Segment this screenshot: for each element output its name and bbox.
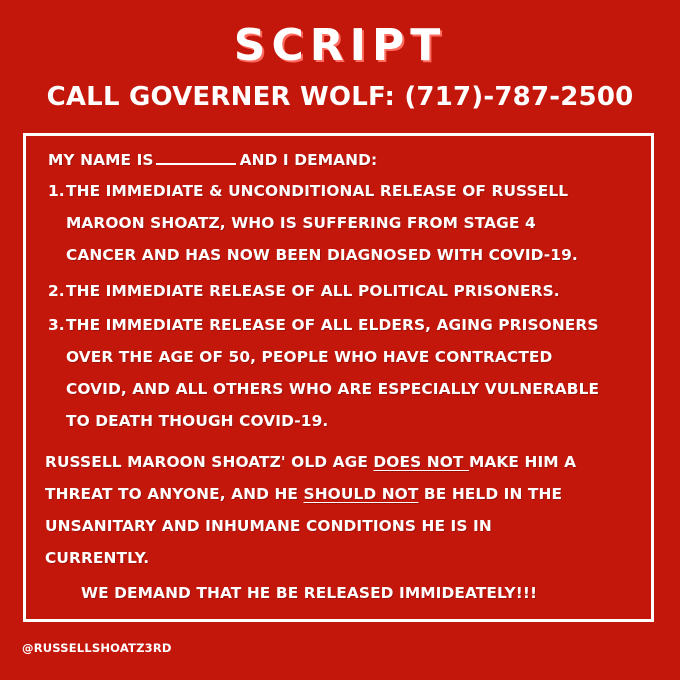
demand-1-line-3: CANCER AND HAS NOW BEEN DIAGNOSED WITH COVID-19. bbox=[66, 246, 578, 264]
statement-line-1 bbox=[45, 453, 576, 471]
script-title: SCRIPT bbox=[233, 20, 447, 71]
statement-line-4: CURRENTLY. bbox=[45, 549, 150, 567]
statement-text: RUSSELL MAROON SHOATZ' OLD AGE bbox=[45, 453, 374, 471]
statement-text: BE HELD IN THE bbox=[418, 485, 563, 503]
demand-3-line-4: TO DEATH THOUGH COVID-19. bbox=[66, 412, 329, 430]
demand-3-line-1: THE IMMEDIATE RELEASE OF ALL ELDERS, AGING PRISONERS bbox=[66, 316, 599, 334]
demand-number: 3. bbox=[48, 316, 65, 334]
intro-my-name: MY NAME IS bbox=[48, 151, 154, 169]
demand-number: 1. bbox=[48, 182, 65, 200]
name-blank bbox=[156, 163, 236, 165]
social-handle: @RUSSELLSHOATZ3RD bbox=[22, 641, 172, 655]
demand-3-line-2: OVER THE AGE OF 50, PEOPLE WHO HAVE CONTRACTED bbox=[66, 348, 553, 366]
closing-demand: WE DEMAND THAT HE BE RELEASED IMMIDEATELY!!! bbox=[81, 584, 538, 602]
demand-2-line-1: THE IMMEDIATE RELEASE OF ALL POLITICAL PRISONERS. bbox=[66, 282, 560, 300]
statement-line-2 bbox=[45, 485, 562, 503]
demand-1-line-1: THE IMMEDIATE & UNCONDITIONAL RELEASE OF RUSSELL bbox=[66, 182, 569, 200]
statement-text: MAKE HIM A bbox=[468, 453, 577, 471]
demand-3-line-3: COVID, AND ALL OTHERS WHO ARE ESPECIALLY VULNERABLE bbox=[66, 380, 600, 398]
demand-1-line-2: MAROON SHOATZ, WHO IS SUFFERING FROM STAGE 4 bbox=[66, 214, 536, 232]
intro-demand: AND I DEMAND: bbox=[239, 151, 378, 169]
demand-number: 2. bbox=[48, 282, 65, 300]
statement-text: THREAT TO ANYONE, AND HE bbox=[45, 485, 304, 503]
statement-line-3: UNSANITARY AND INHUMANE CONDITIONS HE IS IN bbox=[45, 517, 492, 535]
intro-line bbox=[48, 151, 377, 169]
emphasis-should-not: SHOULD NOT bbox=[303, 485, 419, 503]
call-governor-line: CALL GOVERNER WOLF: (717)-787-2500 bbox=[46, 82, 634, 112]
emphasis-does-not: DOES NOT bbox=[373, 453, 469, 471]
